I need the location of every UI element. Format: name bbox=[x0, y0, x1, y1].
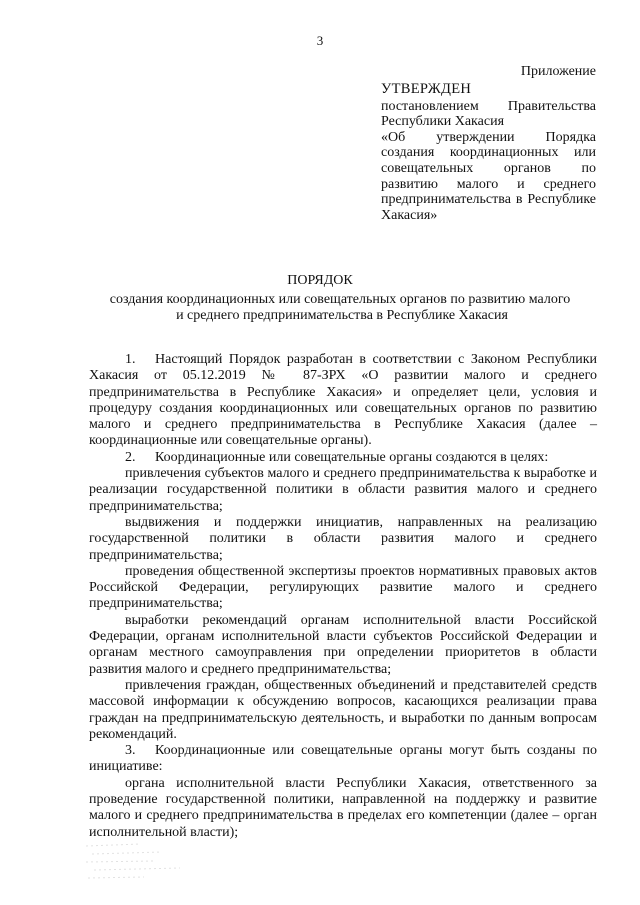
approval-line: создания координационных или bbox=[381, 145, 596, 161]
approval-line: предпринимательства в Республике bbox=[381, 192, 596, 208]
document-title bbox=[0, 273, 640, 325]
approval-line: Хакасия» bbox=[381, 207, 438, 223]
approval-line: развитию малого и среднего bbox=[381, 176, 596, 192]
goal-item: выработки рекомендаций органам исполнительной власти Российской Федерации, органам исполнительной власти субъектов Российской Федерации и органам местного самоуправления при определении приоритетов в области развития малого и среднего предпринимательства; bbox=[89, 612, 597, 677]
approval-heading: УТВЕРЖДЕН bbox=[381, 81, 472, 97]
goal-item: привлечения субъектов малого и среднего предпринимательства к выработке и реализации государственной политики в области развития малого и среднего предпринимательства; bbox=[89, 466, 597, 514]
paragraph-1 bbox=[89, 352, 597, 450]
page-number: 3 bbox=[316, 33, 324, 48]
title-heading: ПОРЯДОК bbox=[287, 273, 353, 288]
approval-line: «Об утверждении Порядка bbox=[381, 129, 596, 145]
faint-scan-marks bbox=[84, 840, 184, 882]
goal-item: проведения общественной экспертизы проектов нормативных правовых актов Российской Федерации, регулирующих развитие малого и среднего предпринимательства; bbox=[89, 563, 597, 612]
paragraph-number: 3. bbox=[125, 743, 136, 759]
approval-block bbox=[381, 82, 596, 223]
paragraph-2 bbox=[89, 450, 597, 466]
paragraph-number: 1. bbox=[125, 352, 136, 367]
paragraph-text: Координационные или совещательные органы могут быть созданы по инициативе: bbox=[89, 743, 597, 775]
title-line: создания координационных или совещательных органов по развитию малого bbox=[109, 291, 571, 307]
paragraph-3 bbox=[89, 743, 597, 776]
approval-line: Республики Хакасия bbox=[381, 114, 505, 130]
paragraph-text: Настоящий Порядок разработан в соответствии с Законом Республики Хакасия от 05.12.2019 № 87-ЗРХ «О развитии малого и среднего предпринимательства в Республике Хакасия» и определяет цели, условия и процедуру создания координационных или совещательных органов по развитию малого и среднего предпринимательства в Республике Хакасия (далее – координационные или совещательные органы). bbox=[89, 352, 597, 449]
document-body bbox=[89, 352, 597, 841]
appendix-label: Приложение bbox=[520, 64, 596, 79]
paragraph-number: 2. bbox=[125, 449, 136, 465]
approval-line: постановлением Правительства bbox=[381, 98, 596, 114]
approval-line: совещательных органов по bbox=[381, 160, 596, 176]
title-line: и среднего предпринимательства в Республике Хакасия bbox=[176, 308, 508, 323]
goal-item: привлечения граждан, общественных объединений и представителей средств массовой информации к обсуждению вопросов, касающихся реализации права граждан на предпринимательскую деятельность, и выработки по данным вопросам рекомендаций. bbox=[89, 677, 597, 742]
paragraph-text: Координационные или совещательные органы создаются в целях: bbox=[155, 449, 549, 465]
goal-item: выдвижения и поддержки инициатив, направленных на реализацию государственной политики в области развития малого и среднего предпринимательства; bbox=[89, 514, 597, 563]
initiator-item: органа исполнительной власти Республики Хакасия, ответственного за проведение государственной политики, направленной на поддержку и развитие малого и среднего предпринимательства в пределах его компетенции (далее – орган исполнительной власти); bbox=[89, 775, 597, 840]
